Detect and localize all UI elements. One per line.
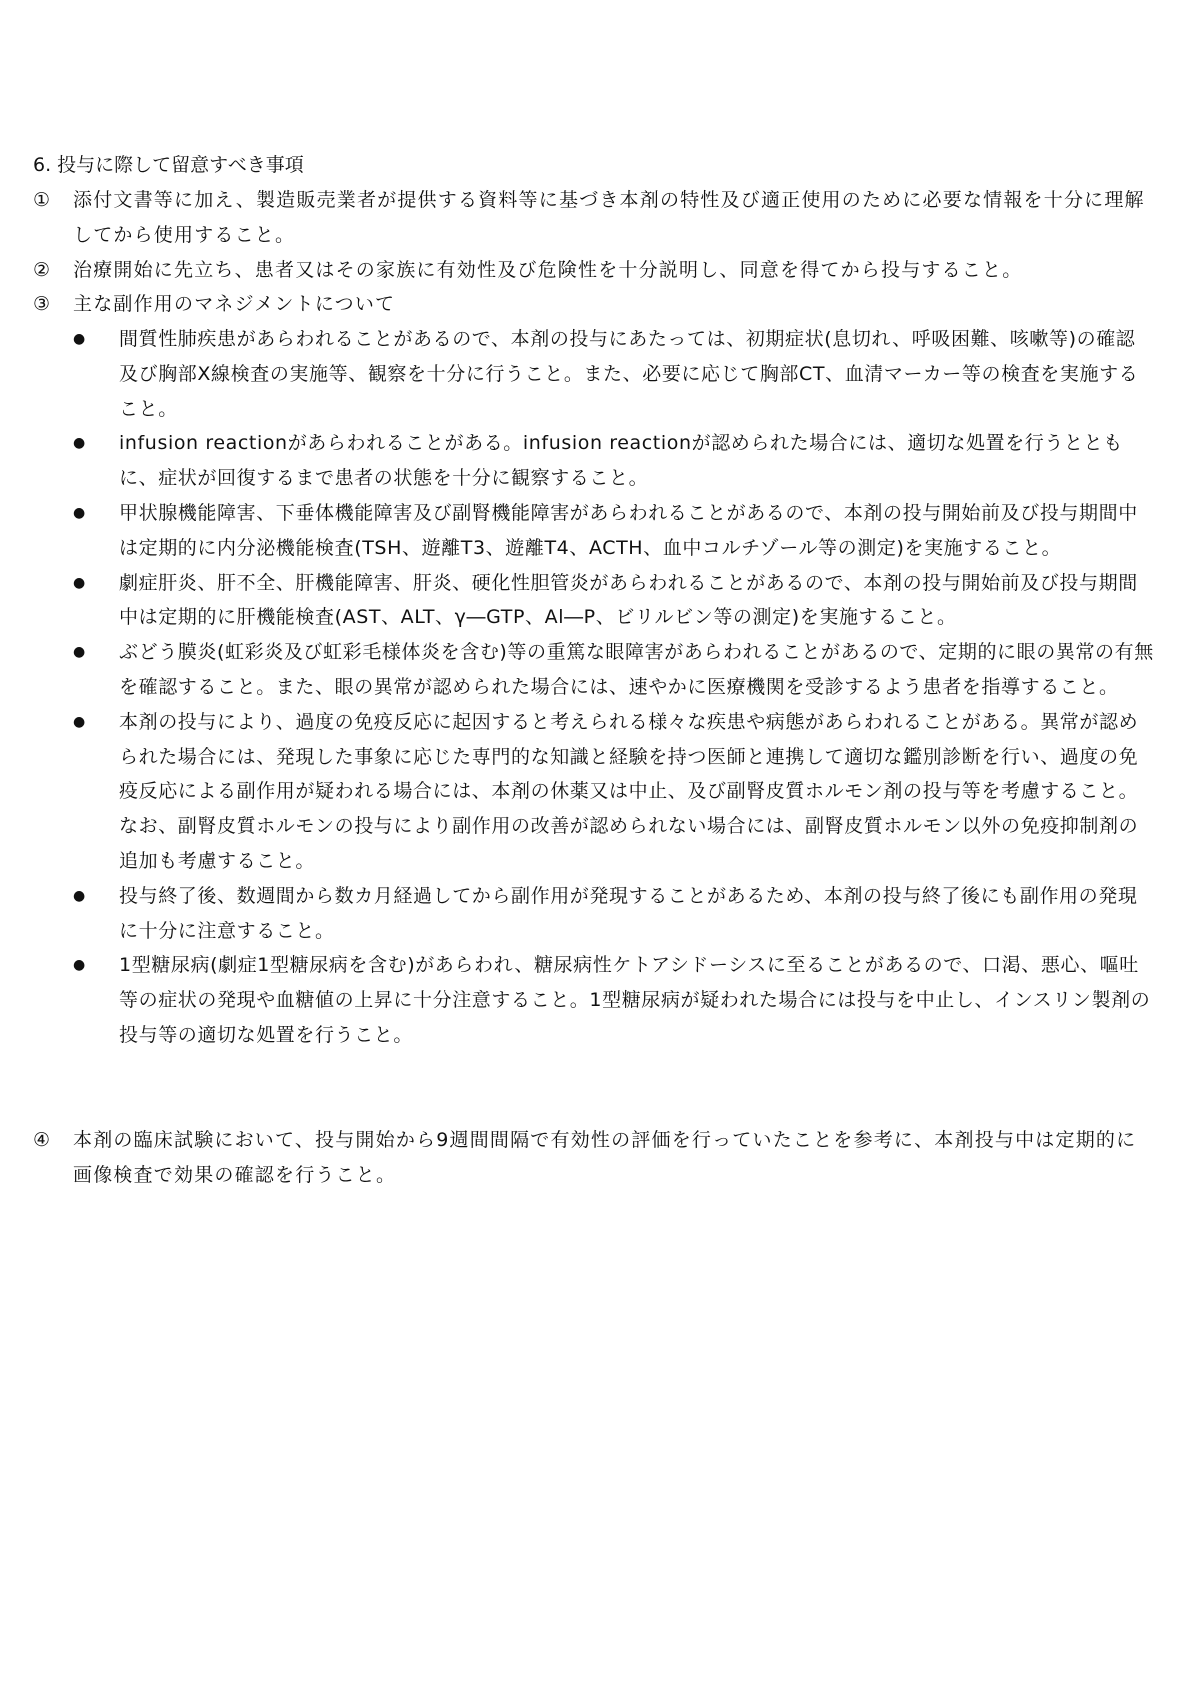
bullet-text: infusion reactionがあらわれることがある。infusion reactionが認められた場合には、適切な処置を行うとともに、症状が回復するまで患者の状態を十分に観察すること。 (119, 432, 1123, 490)
bullet-text: 本剤の投与により、過度の免疫反応に起因すると考えられる様々な疾患や病態があらわれることがある。異常が認められた場合には、発現した事象に応じた専門的な知識と経験を持つ医師と連携して適切な鑑別診断を行い、過度の免疫反応による副作用が疑われる場合には、本剤の休薬又は中止、及び副腎皮質ホルモン剤の投与等を考慮すること。なお、副腎皮質ホルモンの投与により副作用の改善が認められない場合には、副腎皮質ホルモン以外の免疫抑制剤の追加も考慮すること。 (119, 710, 1139, 872)
bullet-text: 劇症肝炎、肝不全、肝機能障害、肝炎、硬化性胆管炎があらわれることがあるので、本剤の投与開始前及び投与期間中は定期的に肝機能検査(AST、ALT、γ―GTP、Al―P、ビリルビン等の測定)を実施すること。 (119, 571, 1138, 629)
item-marker: ③ (33, 293, 51, 315)
numbered-item-1 (33, 183, 1153, 253)
section-heading: 6. 投与に際して留意すべき事項 (33, 154, 304, 176)
item-text: 添付文書等に加え、製造販売業者が提供する資料等に基づき本剤の特性及び適正使用のために必要な情報を十分に理解してから使用すること。 (73, 189, 1145, 246)
bullet-item (73, 566, 1155, 636)
numbered-item-4 (33, 1123, 1153, 1193)
bullet-item (73, 496, 1155, 566)
item-text: 主な副作用のマネジメントについて (73, 293, 396, 315)
item-marker: ④ (33, 1129, 51, 1151)
bullet-item (73, 426, 1155, 496)
bullet-text: ぶどう膜炎(虹彩炎及び虹彩毛様体炎を含む)等の重篤な眼障害があらわれることがあるので、定期的に眼の異常の有無を確認すること。また、眼の異常が認められた場合には、速やかに医療機関を受診するよう患者を指導すること。 (119, 641, 1154, 698)
numbered-item-2 (33, 253, 1153, 288)
bullet-icon: ● (73, 435, 86, 452)
bullet-icon: ● (73, 331, 86, 347)
bullet-icon: ● (73, 957, 86, 974)
bullet-icon: ● (73, 713, 86, 730)
bullet-item (73, 322, 1155, 426)
bullet-item (73, 705, 1155, 879)
side-effect-bullet-list (73, 322, 1155, 1053)
bullet-text: 間質性肺疾患があらわれることがあるので、本剤の投与にあたっては、初期症状(息切れ、呼吸困難、咳嗽等)の確認及び胸部X線検査の実施等、観察を十分に行うこと。また、必要に応じて胸部CT、血清マーカー等の検査を実施すること。 (119, 328, 1139, 420)
bullet-text: 投与終了後、数週間から数カ月経過してから副作用が発現することがあるため、本剤の投与終了後にも副作用の発現に十分に注意すること。 (119, 884, 1138, 942)
bullet-icon: ● (73, 887, 86, 904)
item-text: 本剤の臨床試験において、投与開始から9週間間隔で有効性の評価を行っていたことを参考に、本剤投与中は定期的に画像検査で効果の確認を行うこと。 (73, 1129, 1137, 1186)
bullet-text: 甲状腺機能障害、下垂体機能障害及び副腎機能障害があらわれることがあるので、本剤の投与開始前及び投与期間中は定期的に内分泌機能検査(TSH、遊離T3、遊離T4、ACTH、血中コルチゾール等の測定)を実施すること。 (119, 501, 1138, 559)
bullet-icon: ● (73, 504, 86, 521)
bullet-item (73, 879, 1155, 949)
bullet-text: 1型糖尿病(劇症1型糖尿病を含む)があらわれ、糖尿病性ケトアシドーシスに至ることがあるので、口渇、悪心、嘔吐等の症状の発現や血糖値の上昇に十分注意すること。1型糖尿病が疑われた場合には投与を中止し、インスリン製剤の投与等の適切な処置を行うこと。 (119, 954, 1151, 1046)
bullet-item (73, 948, 1155, 1052)
bullet-item (73, 635, 1155, 705)
item-marker: ① (33, 189, 51, 211)
item-text: 治療開始に先立ち、患者又はその家族に有効性及び危険性を十分説明し、同意を得てから投与すること。 (73, 259, 1023, 281)
bullet-icon: ● (73, 574, 86, 591)
bullet-icon: ● (73, 644, 86, 661)
item-marker: ② (33, 259, 51, 281)
numbered-item-3 (33, 287, 1153, 322)
